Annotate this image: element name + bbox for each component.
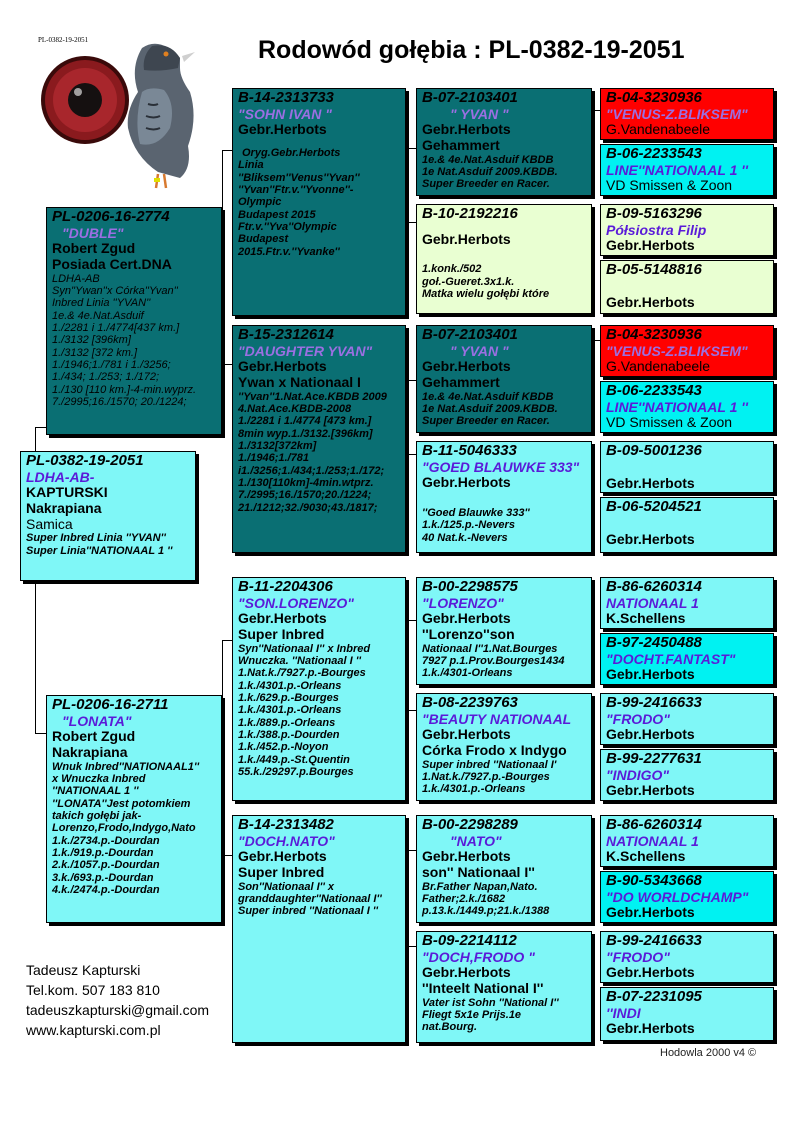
father-note: 1./130 [110 km.]-4-min.wyprz. [52,383,197,396]
father-note: LDHA-AB [52,272,100,285]
mother-note: Wnuk Inbred''NATIONAAL1'' [52,760,200,773]
ancestor-owner: VD Smissen & Zoon [606,177,733,194]
gg-grandparent-card [600,144,774,196]
father-note: 1./2281 i 1./4774[437 km.] [52,322,180,335]
ancestor-name: "DO WORLDCHAMP" [606,888,749,905]
subject-sex: Samica [26,515,73,532]
father-note: Syn''Ywan''x Córka''Yvan'' [52,285,178,298]
grandparent-card [232,88,406,316]
father-note: 7./2995;16./1570; 20./1224; [52,395,187,408]
ancestor-ring: B-00-2298289 [422,816,518,833]
ancestor-note: 7927 p.1.Prov.Bourges1434 [422,655,565,668]
gg-grandparent-card [600,931,774,983]
father-note: 1./3132 [372 km.] [52,346,137,359]
ancestor-ring: B-06-5204521 [606,498,702,515]
connector-line [592,110,600,111]
ancestor-note: Super Breeder en Racer. [422,415,550,428]
father-name: "DUBLE" [62,224,124,241]
ancestor-owner: Gebr.Herbots [606,666,695,683]
ancestor-owner: Gebr.Herbots [606,904,695,921]
gg-grandparent-card [600,693,774,745]
ancestor-ring: B-10-2192216 [422,205,518,222]
ancestor-ring: B-00-2298575 [422,578,518,595]
ancestor-owner: Gebr.Herbots [606,530,695,547]
ancestor-name: "BEAUTY NATIONAAL [422,710,572,727]
grandparent-note: i1./3256;1./434;1./253;1./172; [238,464,385,477]
mother-card [46,695,222,923]
grandparent-note: 1./130[110km]-4min.wtprz. [238,477,374,489]
ancestor-name: NATIONAAL 1 [606,594,699,611]
ancestor-note: 1.konk./502 [422,263,482,276]
ancestor-ring: B-06-2233543 [606,145,702,162]
ancestor-name: "LORENZO" [422,594,504,611]
mother-name: "LONATA" [62,712,132,729]
gg-grandparent-card [600,987,774,1041]
ancestor-line: Córka Frodo x Indygo [422,742,567,759]
father-note: 1e.& 4e.Nat.Asduif [52,309,144,322]
ancestor-line: Gehammert [422,374,500,391]
ancestor-ring: B-07-2103401 [422,89,518,106]
ancestor-ring: B-99-2416633 [606,932,702,949]
ancestor-ring: B-86-6260314 [606,578,702,595]
grandparent-card [232,325,406,553]
father-note: Inbred Linia ''YVAN'' [52,297,151,310]
ancestor-note: ''Goed Blauwke 333'' [422,507,530,520]
ancestor-note: p.13.k./1449.p;21.k./1388 [422,905,550,918]
connector-line [406,620,407,710]
subject-color: Nakrapiana [26,500,102,517]
gg-grandparent-card [600,204,774,256]
grandparent-note: ''Yvan''1.Nat.Ace.KBDB 2009 [238,390,387,403]
subject-note: Super Inbred Linia ''YVAN'' [26,532,166,545]
father-ring: PL-0206-16-2774 [52,208,170,225]
ancestor-line: Gehammert [422,137,500,154]
ancestor-owner: Gebr.Herbots [606,237,695,254]
subject-name: LDHA-AB- [26,468,95,485]
ancestor-name: "GOED BLAUWKE 333" [422,458,580,475]
ancestor-ring: B-07-2103401 [422,326,518,343]
ancestor-name: LINE''NATIONAAL 1 '' [606,398,748,415]
mother-note: 1.k./919.p.-Dourdan [52,847,154,859]
grandparent-owner: Gebr.Herbots [238,610,327,627]
mother-owner: Robert Zgud [52,728,136,745]
connector-line [222,640,223,855]
ancestor-name: "DOCHT.FANTAST" [606,650,736,667]
ancestor-owner: VD Smissen & Zoon [606,414,733,431]
father-note: 1./434; 1./253; 1./172; [52,371,160,384]
mother-note: ''NATIONAAL 1 '' [52,785,139,798]
ancestor-ring: B-11-5046333 [422,442,517,459]
ancestor-owner: Gebr.Herbots [606,726,695,743]
gg-grandparent-card [600,325,774,377]
ancestor-ring: B-09-2214112 [422,932,517,949]
ancestor-ring: B-86-6260314 [606,816,702,833]
ancestor-ring: B-07-2231095 [606,988,702,1005]
ancestor-owner: Gebr.Herbots [606,782,695,799]
grandparent-note: Linia [238,159,264,172]
grandparent-note: granddaughter''Nationaal I'' [238,893,382,906]
pigeon-photo [30,28,200,193]
grandparent-note: 21./1212;32./9030;43./1817; [238,501,378,514]
ancestor-line: ''Inteelt National I'' [422,980,544,997]
grandparent-ring: B-15-2312614 [238,326,334,343]
ancestor-ring: B-04-3230936 [606,326,702,343]
ancestor-owner: Gebr.Herbots [422,358,511,375]
mother-note: ''LONATA''Jest potomkiem [52,797,191,810]
ancestor-owner: G.Vandenabeele [606,121,711,138]
mother-note: Lorenzo,Frodo,Indygo,Nato [52,822,196,835]
grandparent-note: 8min wyp.1./3132.[396km] [238,427,373,440]
great-grandparent-card [416,815,592,923]
gg-grandparent-card [600,381,774,433]
ancestor-note: Nationaal I''1.Nat.Bourges [422,642,558,655]
mother-ring: PL-0206-16-2711 [52,696,169,713]
software-version: Hodowla 2000 v4 © [660,1047,757,1059]
ancestor-owner: Gebr.Herbots [422,848,511,865]
connector-line [222,150,223,364]
ancestor-name: Półsiostra Filip [606,221,707,238]
gg-grandparent-card [600,441,774,493]
ancestor-ring: B-90-5343668 [606,872,702,889]
ancestor-note: 40 Nat.k.-Nevers [422,531,508,544]
ancestor-ring: B-09-5001236 [606,442,702,459]
mother-note: takich gołębi jak- [52,810,142,823]
breeder-contact [26,960,209,1040]
ancestor-name: " YVAN " [450,105,509,122]
gg-grandparent-card [600,577,774,629]
connector-line [406,148,416,149]
great-grandparent-card [416,931,592,1043]
grandparent-name: "DAUGHTER YVAN" [238,342,373,359]
grandparent-card [232,815,406,1043]
grandparent-note: Super inbred ''Nationaal I '' [238,905,379,918]
grandparent-note: 1.k./388.p.-Dourden [238,729,340,741]
father-cert: Posiada Cert.DNA [52,256,172,273]
grandparent-note: Oryg.Gebr.Herbots [242,147,341,160]
ancestor-owner: K.Schellens [606,848,686,865]
mother-note: 4.k./2474.p.-Dourdan [52,883,160,896]
ancestor-owner: Gebr.Herbots [422,610,511,627]
breeder-phone: Tel.kom. 507 183 810 [26,982,160,998]
ancestor-owner: G.Vandenabeele [606,358,711,375]
ancestor-name: NATIONAAL 1 [606,832,699,849]
grandparent-note: 55.k./29297.p.Bourges [238,765,354,778]
ancestor-owner: Gebr.Herbots [422,474,511,491]
father-owner: Robert Zgud [52,240,136,257]
ancestor-ring: B-08-2239763 [422,694,518,711]
grandparent-card [232,577,406,801]
grandparent-note: 1./1946;1./781 [238,452,309,465]
ancestor-name: " YVAN " [450,342,509,359]
ancestor-owner: Gebr.Herbots [422,726,511,743]
connector-line [222,364,232,365]
ancestor-note: Super Breeder en Racer. [422,178,550,191]
grandparent-ring: B-14-2313482 [238,816,334,833]
ancestor-owner: Gebr.Herbots [606,1020,695,1037]
grandparent-name: "DOCH.NATO" [238,832,335,849]
grandparent-owner: Gebr.Herbots [238,358,327,375]
grandparent-note: ''Yvan''Ftr.v.''Yvonne''- [238,184,354,197]
ancestor-note: 1e.& 4e.Nat.Asduif KBDB [422,390,554,403]
grandparent-note: 1./3132[372km] [238,440,317,453]
grandparent-owner: Gebr.Herbots [238,121,327,138]
ancestor-ring: B-06-2233543 [606,382,702,399]
gg-grandparent-card [600,88,774,140]
ancestor-note: Father;2.k./1682 [422,893,506,906]
ancestor-owner: Gebr.Herbots [606,474,695,491]
grandparent-note: 1.k./4301.p.-Orleans [238,704,342,717]
page-title: Rodowód gołębia : PL-0382-19-2051 [258,36,685,64]
connector-line [406,710,416,711]
ancestor-owner: Gebr.Herbots [422,230,511,247]
ancestor-note: goł.-Gueret.3x1.k. [422,275,515,288]
grandparent-note: 1.k./452.p.-Noyon [238,741,329,754]
mother-note: 3.k./693.p.-Dourdan [52,871,154,884]
ancestor-owner: K.Schellens [606,610,686,627]
grandparent-ring: B-14-2313733 [238,89,334,106]
subject-note: Super Linia''NATIONAAL 1 '' [26,544,173,557]
great-grandparent-card [416,88,592,196]
ancestor-note: Matka wielu gołębi które [422,288,550,301]
grandparent-owner: Gebr.Herbots [238,848,327,865]
grandparent-line: Super Inbred [238,626,325,643]
subject-owner: KAPTURSKI [26,484,108,501]
grandparent-note: Syn''Nationaal I'' x Inbred [238,642,371,655]
ancestor-owner: Gebr.Herbots [606,964,695,981]
mother-note: x Wnuczka Inbred [52,773,146,786]
connector-line [222,150,232,151]
ancestor-ring: B-97-2450488 [606,634,702,651]
gg-grandparent-card [600,633,774,685]
subject-card [20,451,196,581]
gg-grandparent-card [600,749,774,801]
connector-line [406,222,416,223]
mother-note: 2.k./1057.p.-Dourdan [52,859,160,872]
ancestor-note: 1.k./4301-Orleans [422,667,513,680]
grandparent-note: Budapest 2015 [238,208,316,221]
great-grandparent-card [416,693,592,801]
connector-line [35,733,46,734]
ancestor-ring: B-09-5163296 [606,205,702,222]
ancestor-ring: B-04-3230936 [606,89,702,106]
grandparent-name: "SON.LORENZO" [238,594,354,611]
grandparent-name: "SOHN IVAN " [238,105,332,122]
ancestor-name: LINE''NATIONAAL 1 '' [606,161,748,178]
ancestor-ring: B-05-5148816 [606,261,702,278]
grandparent-ring: B-11-2204306 [238,578,333,595]
connector-line [406,454,416,455]
ancestor-note: 1.Nat.k./7927.p.-Bourges [422,771,550,784]
connector-line [406,380,407,454]
mother-color: Nakrapiana [52,744,128,761]
ancestor-owner: Gebr.Herbots [422,121,511,138]
breeder-email[interactable]: tadeuszkapturski@gmail.com [26,1002,210,1018]
ancestor-name: "INDIGO" [606,766,670,783]
gg-grandparent-card [600,260,774,314]
ancestor-note: Fliegt 5x1e Prijs.1e [422,1009,522,1022]
ancestor-name: "VENUS-Z.BLIKSEM" [606,105,748,122]
connector-line [592,340,600,341]
gg-grandparent-card [600,815,774,867]
gg-grandparent-card [600,871,774,923]
ancestor-note: 1.k./125.p.-Nevers [422,519,515,532]
ancestor-owner: Gebr.Herbots [422,964,511,981]
ancestor-note: nat.Bourg. [422,1021,477,1034]
connector-line [406,620,416,621]
ancestor-ring: B-99-2416633 [606,694,702,711]
pigeon-illustration [30,28,200,193]
ancestor-name: "VENUS-Z.BLIKSEM" [606,342,748,359]
connector-line [222,640,232,641]
ancestor-name: "DOCH,FRODO " [422,948,535,965]
grandparent-note: 4.Nat.Ace.KBDB-2008 [238,403,352,416]
ancestor-name: ''INDI [606,1004,641,1021]
connector-line [35,427,46,428]
ancestor-note: Super inbred ''Nationaal I' [422,758,557,771]
father-note: 1./3132 [396km] [52,334,131,347]
grandparent-note: ''Bliksem''Venus''Yvan'' [238,171,360,184]
ancestor-note: 1e Nat.Asduif 2009.KBDB. [422,166,558,179]
grandparent-line: Ywan x Nationaal I [238,374,361,391]
great-grandparent-card [416,441,592,553]
grandparent-note: 1.k./629.p.-Bourges [238,692,339,705]
grandparent-note: 1.k./889.p.-Orleans [238,716,336,729]
breeder-name: Tadeusz Kapturski [26,962,141,978]
grandparent-note: 1./2281 i 1./4774 [473 km.] [238,415,372,428]
ancestor-name: "FRODO" [606,710,670,727]
ancestor-name: "NATO" [450,832,502,849]
great-grandparent-card [416,204,592,314]
ancestor-ring: B-99-2277631 [606,750,702,767]
ancestor-owner: Gebr.Herbots [606,293,695,310]
father-note: 1./1946;1./781 i 1./3256; [52,359,171,371]
grandparent-note: 1.k./449.p.-St.Quentin [238,753,350,766]
grandparent-line: Super Inbred [238,864,325,881]
father-card [46,207,222,435]
subject-ring: PL-0382-19-2051 [26,452,144,469]
photo-label: PL-0382-19-2051 [38,36,89,44]
great-grandparent-card [416,325,592,433]
grandparent-note: 1.Nat.k./7927.p.-Bourges [238,667,366,680]
ancestor-line: son'' Nationaal I'' [422,864,535,881]
ancestor-note: 1e.& 4e.Nat.Asduif KBDB [422,153,554,166]
ancestor-note: Vater ist Sohn ''National I'' [422,996,559,1009]
grandparent-note: Budapest [238,233,289,246]
great-grandparent-card [416,577,592,685]
grandparent-note: Olympic [238,196,282,209]
ancestor-line: ''Lorenzo''son [422,626,515,643]
connector-line [406,850,416,851]
grandparent-note: 7./2995;16./1570;20./1224; [238,489,372,502]
mother-note: 1.k./2734.p.-Dourdan [52,834,160,847]
grandparent-note: Ftr.v.''Yva''Olympic [238,221,337,234]
connector-line [35,581,36,733]
ancestor-note: Br.Father Napan,Nato. [422,880,538,893]
breeder-website[interactable]: www.kapturski.com.pl [26,1022,161,1038]
connector-line [406,380,416,381]
connector-line [35,427,36,453]
grandparent-note: 1.k./4301.p.-Orleans [238,679,342,692]
ancestor-note: 1e Nat.Asduif 2009.KBDB. [422,403,558,416]
ancestor-name: "FRODO" [606,948,670,965]
connector-line [406,850,407,946]
grandparent-note: Wnuczka. ''Nationaal I '' [238,655,361,668]
connector-line [222,855,232,856]
ancestor-note: 1.k./4301.p.-Orleans [422,783,526,796]
grandparent-note: Son''Nationaal I'' x [238,880,335,893]
connector-line [406,946,416,947]
gg-grandparent-card [600,497,774,553]
connector-line [406,148,407,222]
grandparent-note: 2015.Ftr.v.''Yvanke'' [238,245,340,258]
